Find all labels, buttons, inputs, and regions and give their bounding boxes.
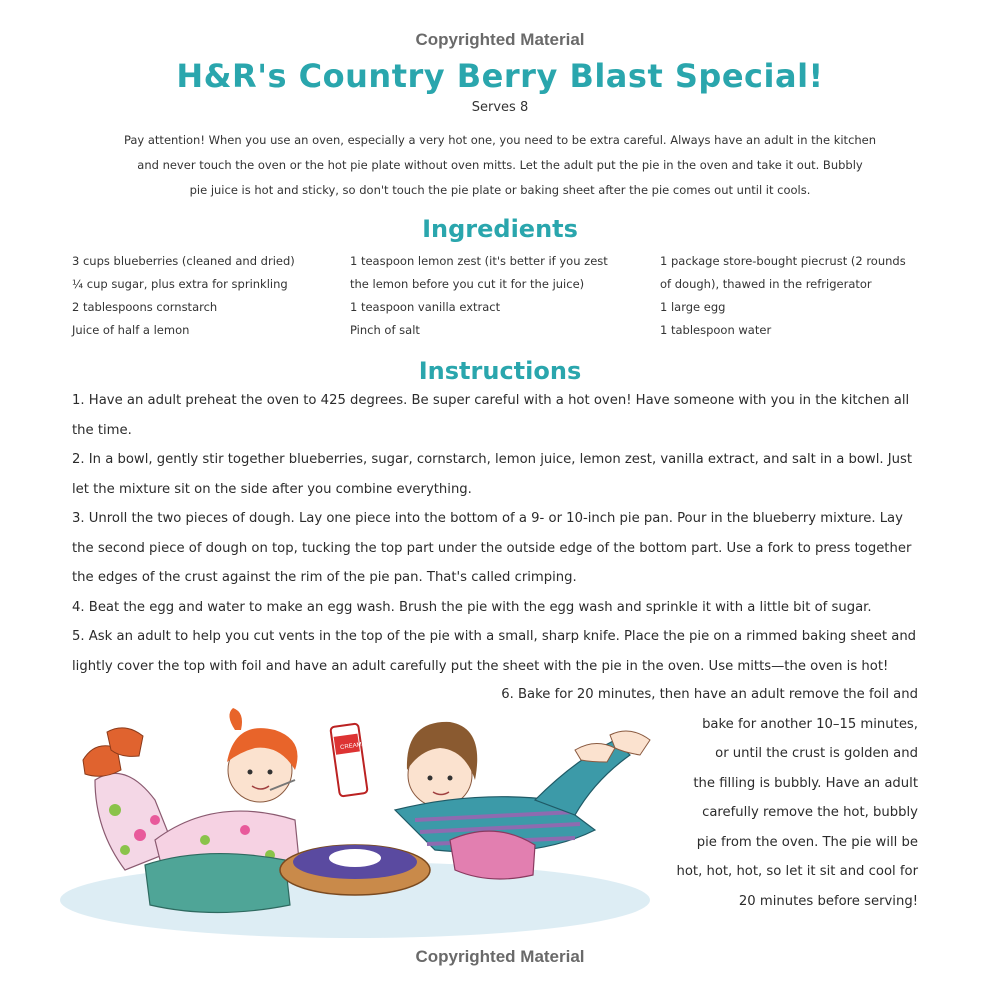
ingredients-column-1 [72,250,332,342]
polka-dot [150,815,160,825]
step-6-line: the filling is bubbly. Have an adult [693,775,918,791]
ingredient-item: 1 teaspoon lemon zest (it's better if you zest [350,254,608,268]
recipe-title: H&R's Country Berry Blast Special! [176,57,824,95]
instruction-step-3: 3. Unroll the two pieces of dough. Lay one piece into the bottom of a 9- or 10-inch pie pan. Pour in the blueberry mixture. Lay the second piece of dough on top, tucking the top part under the outside edge of the bottom part. Use a fork to press together the edges of the crust against the rim of the pie pan. That's called crimping. [72,511,912,585]
ponytail [229,708,242,730]
step-6-line: 20 minutes before serving! [738,893,918,909]
green-pillow [145,854,290,913]
ingredient-item: Pinch of salt [350,323,420,337]
instruction-step-1: 1. Have an adult preheat the oven to 425 degrees. Be super careful with a hot oven! Have someone with you in the kitchen all the time. [72,393,910,438]
intro-line: and never touch the oven or the hot pie plate without oven mitts. Let the adult put the pie in the oven and take it out. Bubbly [137,158,863,172]
ingredient-item: 1 package store-bought piecrust (2 rounds [660,254,906,268]
whipped-cream [329,849,381,867]
intro-line: Pay attention! When you use an oven, especially a very hot one, you need to be extra careful. Always have an adult in the kitchen [123,133,877,147]
instruction-step-4: 4. Beat the egg and water to make an egg wash. Brush the pie with the egg wash and sprinkle it with a little bit of sugar. [72,599,872,615]
copyright-watermark-bottom: Copyrighted Material [415,947,585,966]
girls-baking-illustration [55,700,665,940]
serves-label: Serves 8 [471,100,529,115]
polka-dot [240,825,250,835]
ingredient-item: Juice of half a lemon [72,323,190,337]
ingredients-column-2 [350,250,650,342]
step-6-line: 6. Bake for 20 minutes, then have an adult remove the foil and [501,687,918,702]
eye [248,770,253,775]
polka-dot [134,829,146,841]
copyright-watermark-top: Copyrighted Material [415,30,585,49]
pink-pillow [450,831,535,879]
step-6-line: bake for another 10–15 minutes, [702,716,918,732]
step-6-line: or until the crust is golden and [715,746,918,761]
ingredient-item: ¼ cup sugar, plus extra for sprinkling [72,277,288,291]
polka-dot [200,835,210,845]
instruction-step-5: 5. Ask an adult to help you cut vents in the top of the pie with a small, sharp knife. Place the pie on a rimmed baking sheet and lightly cover the top with foil and have an adult carefully put the sheet with the pie in the oven. Use mitts—the oven is hot! [72,629,917,674]
eye [428,776,433,781]
eye [448,776,453,781]
step-6-line: carefully remove the hot, bubbly [702,805,918,820]
intro-line: pie juice is hot and sticky, so don't touch the pie plate or baking sheet after the pie comes out until it cools. [189,183,811,197]
ingredients-column-3 [660,250,940,342]
instruction-step-2: 2. In a bowl, gently stir together blueberries, sugar, cornstarch, lemon juice, lemon zest, vanilla extract, and salt in a bowl. Just let the mixture sit on the side after you combine everything. [72,452,913,497]
ingredient-item: 1 tablespoon water [660,323,772,337]
instructions-heading: Instructions [418,357,582,385]
polka-dot [120,845,130,855]
ingredient-item: 2 tablespoons cornstarch [72,300,218,314]
ingredient-item: of dough), thawed in the refrigerator [660,277,872,291]
instruction-steps [72,386,918,681]
ingredients-heading: Ingredients [422,215,578,243]
whipped-cream-can [330,723,367,796]
ingredient-item: 3 cups blueberries (cleaned and dried) [72,254,295,268]
can-label: CREAM [339,742,363,752]
safety-intro [100,128,900,203]
step-6-line: pie from the oven. The pie will be [696,834,918,850]
ingredient-item: 1 large egg [660,300,726,314]
bare-foot [575,743,615,762]
eye [268,770,273,775]
ingredient-item: the lemon before you cut it for the juice) [350,277,585,291]
step-6-line: hot, hot, hot, so let it sit and cool for [676,864,918,879]
polka-dot [109,804,121,816]
ingredient-item: 1 teaspoon vanilla extract [350,300,501,314]
